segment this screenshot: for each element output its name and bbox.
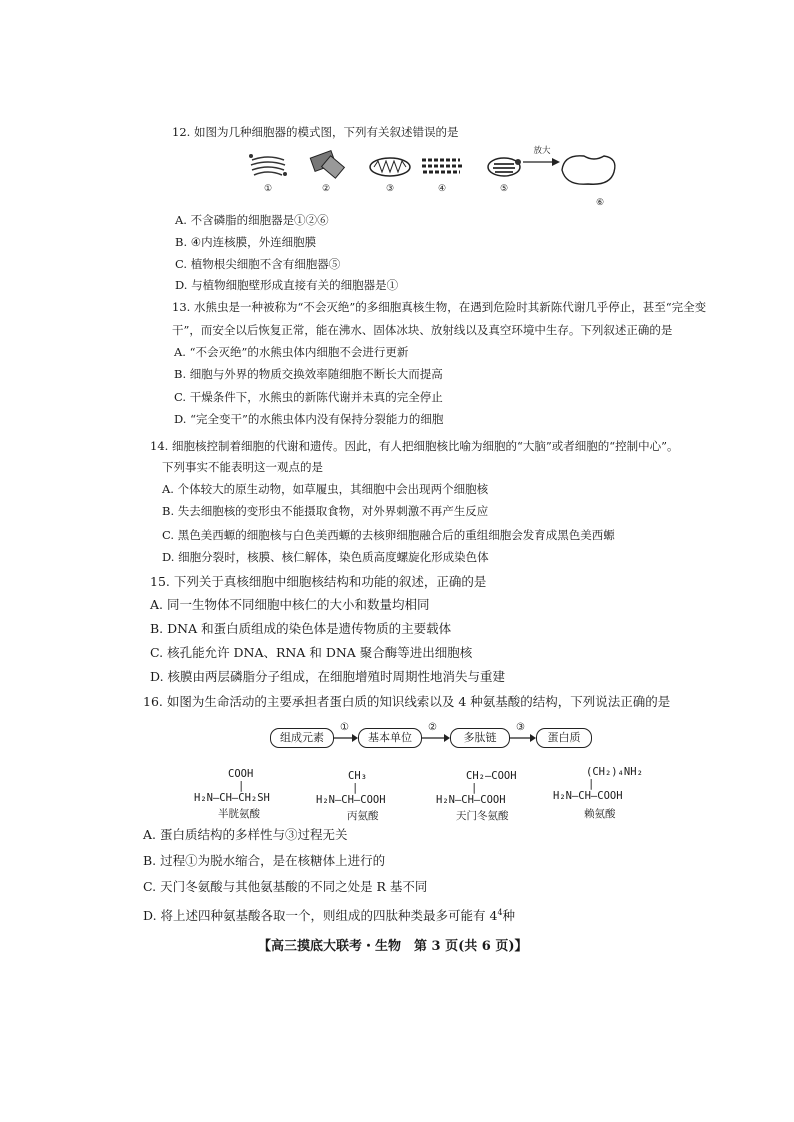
mitochondrion-icon [368,156,412,178]
q12-option-c: C. 植物根尖细胞不含有细胞器⑤ [175,257,341,271]
q14-option-a: A. 个体较大的原生动物，如草履虫，其细胞中会出现两个细胞核 [162,482,489,496]
aa-bond: | [352,782,359,794]
flow-box: 组成元素 [270,728,334,748]
q15-option-b: B. DNA 和蛋白质组成的染色体是遗传物质的主要载体 [150,621,452,636]
q13-option-b: B. 细胞与外界的物质交换效率随细胞不断长大而提高 [174,367,443,381]
q14-stem-line2: 下列事实不能表明这一观点的是 [162,460,323,474]
flow-step-label: ② [428,722,437,733]
figure-label: ④ [437,184,447,194]
figure-label: ① [263,184,273,194]
q12-stem: 12. 如图为几种细胞器的模式图，下列有关叙述错误的是 [172,125,459,139]
aa-lysine-name: 赖氨酸 [584,808,616,820]
q14-option-c: C. 黑色美西螈的细胞核与白色美西螈的去核卵细胞融合后的重组细胞会发育成黑色美西螈 [162,528,615,542]
flow-step-label: ① [340,722,349,733]
aa-bond: | [588,778,595,790]
golgi-apparatus-icon [248,152,288,180]
figure-label: ⑥ [595,198,605,208]
page-footer: 【高三摸底大联考・生物 第 3 页(共 6 页)】 [258,939,528,954]
aa-cysteine-formula: H₂N—CH—CH₂SH [194,792,270,804]
aa-aspartate-formula: H₂N—CH—COOH [436,794,506,806]
q13-stem-line2: 干”，而安全以后恢复正常，能在沸水、固体冰块、放射线以及真空环境中生存。下列叙述正确的是 [172,323,673,337]
q15-option-c: C. 核孔能允许 DNA、RNA 和 DNA 聚合酶等进出细胞核 [150,645,473,660]
aa-aspartate-name: 天门冬氨酸 [456,810,509,822]
flow-box: 蛋白质 [536,728,592,748]
q15-option-a: A. 同一生物体不同细胞中核仁的大小和数量均相同 [150,597,430,612]
q12-option-b: B. ④内连核膜，外连细胞膜 [175,235,317,249]
flow-arrow-icon [422,732,450,744]
q16-option-d-exponent: 4 [497,908,503,917]
q15-stem: 15. 下列关于真核细胞中细胞核结构和功能的叙述，正确的是 [150,574,487,589]
q16-flow-diagram [270,722,600,750]
aa-alanine-name: 丙氨酸 [347,810,379,822]
q16-option-c: C. 天门冬氨酸与其他氨基酸的不同之处是 R 基不同 [143,879,428,894]
q15-option-d: D. 核膜由两层磷脂分子组成，在细胞增殖时周期性地消失与重建 [150,669,506,684]
flow-arrow-icon [334,732,358,744]
aa-cysteine-name: 半胱氨酸 [218,808,260,820]
q16-option-d-tail: 种 [502,908,516,924]
q16-option-d [143,905,515,924]
q16-stem: 16. 如图为生命活动的主要承担者蛋白质的知识线索以及 4 种氨基酸的结构，下列说法正确的是 [143,694,671,709]
flow-box: 基本单位 [358,728,422,748]
q12-option-a: A. 不含磷脂的细胞器是①②⑥ [175,213,329,227]
q13-option-a: A. “不会灭绝”的水熊虫体内细胞不会进行更新 [174,345,409,359]
endoplasmic-reticulum-icon [420,154,464,180]
aa-alanine-top: CH₃ [348,770,367,782]
aa-lysine-formula: H₂N—CH—COOH [553,790,623,802]
magnify-label: 放大 [533,146,551,156]
ribosome-magnified-icon [510,148,620,196]
aa-lysine-top: (CH₂)₄NH₂ [586,766,643,778]
q16-option-b: B. 过程①为脱水缩合，是在核糖体上进行的 [143,853,386,868]
figure-label: ⑤ [499,184,509,194]
q14-option-d: D. 细胞分裂时，核膜、核仁解体，染色质高度螺旋化形成染色体 [162,550,489,564]
q13-option-d: D. “完全变干”的水熊虫体内没有保持分裂能力的细胞 [174,412,444,426]
aa-cysteine-top: COOH [228,768,254,780]
flow-step-label: ③ [516,722,525,733]
q13-stem-line1: 13. 水熊虫是一种被称为“不会灭绝”的多细胞真核生物，在遇到危险时其新陈代谢几乎停止，甚至“完全变 [172,300,707,314]
q16-option-a: A. 蛋白质结构的多样性与③过程无关 [143,827,348,842]
q16-option-d-text: D. 将上述四种氨基酸各取一个，则组成的四肽种类最多可能有 4 [143,908,498,924]
q13-option-c: C. 干燥条件下，水熊虫的新陈代谢并未真的完全停止 [174,390,443,404]
q12-option-d: D. 与植物细胞壁形成直接有关的细胞器是① [175,278,399,292]
aa-bond: | [471,782,478,794]
figure-label: ③ [385,184,395,194]
aa-bond: | [238,780,245,792]
aa-aspartate-top: CH₂—COOH [466,770,517,782]
centriole-icon [308,148,348,180]
q14-option-b: B. 失去细胞核的变形虫不能摄取食物，对外界刺激不再产生反应 [162,504,489,518]
flow-arrow-icon [510,732,536,744]
flow-box: 多肽链 [450,728,510,748]
figure-label: ② [321,184,331,194]
q14-stem-line1: 14. 细胞核控制着细胞的代谢和遗传。因此，有人把细胞核比喻为细胞的“大脑”或者细胞的“控制中心”。 [150,439,679,453]
aa-alanine-formula: H₂N—CH—COOH [316,794,386,806]
q12-organelle-figure [240,148,620,214]
